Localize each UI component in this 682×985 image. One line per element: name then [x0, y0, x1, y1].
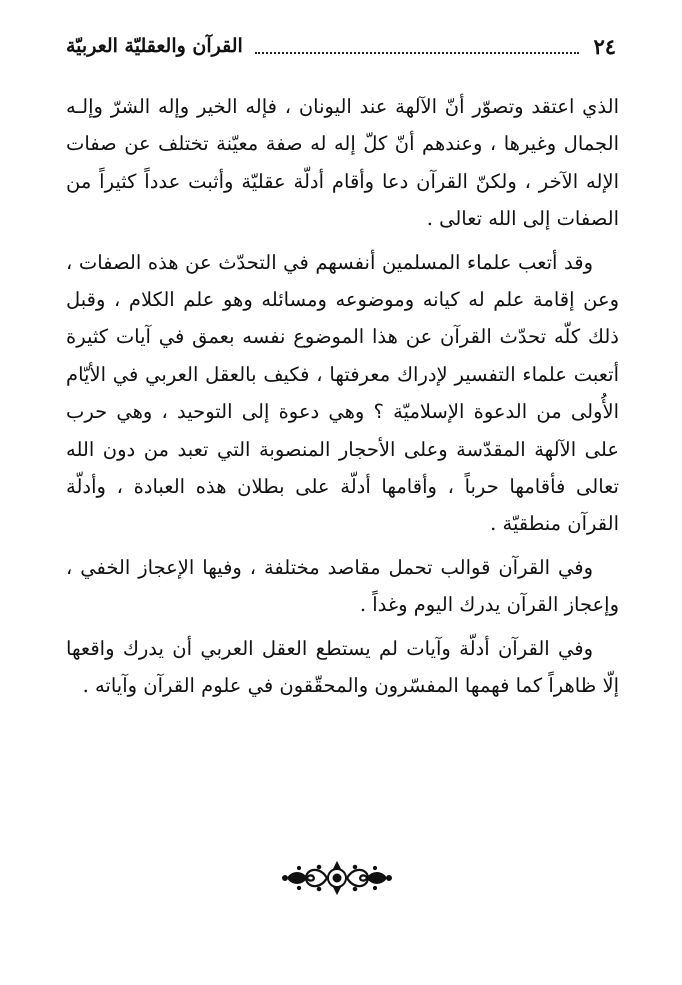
- running-head: [66, 30, 616, 62]
- book-title: القرآن والعقليّة العربيّة: [66, 35, 243, 57]
- paragraph-4: وفي القرآن أدلّة وآيات لم يستطع العقل العربي أن يدرك واقعها إلّا ظاهراً كما فهمها المفسّرون والمحقّقون في علوم القرآن وآياته .: [66, 636, 619, 698]
- paragraph-2: وقد أتعب علماء المسلمين أنفسهم في التحدّث عن هذه الصفات ، وعن إقامة علم له كيانه وموضوعه ومسائله وهو علم الكلام ، وقبل ذلك كلّه تحدّث القرآن عن هذا الموضوع نفسه بعمق في آيات كثيرة أتعبت علماء التفسير لإدراك معرفتها ، فكيف بالعقل العربي في الأيّام الأُولى من الدعوة الإسلاميّة ؟ وهي دعوة إلى التوحيد ، وهي حرب على الآلهة المقدّسة وعلى الأحجار المنصوبة التي تعبد من دون الله تعالى فأقامها حرباً ، وأقامها أدلّة على بطلان هذه العبادة ، وأدلّة القرآن منطقيّة .: [66, 250, 619, 536]
- body-text: [66, 88, 619, 711]
- fleuron-ornament-icon: [281, 858, 393, 898]
- dot-leader: [255, 38, 580, 54]
- paragraph-1: الذي اعتقد وتصوّر أنّ الآلهة عند اليونان ، فإله الخير وإله الشرّ وإلـه الجمال وغيرها ، وعندهم أنّ كلّ إله له صفة معيّنة تختلف عن صفات الإله الآخر ، ولكنّ القرآن دعا وأقام أدلّة عقليّة وأثبت عدداً كثيراً من الصفات إلى الله تعالى .: [66, 95, 619, 231]
- paragraph-3: وفي القرآن قوالب تحمل مقاصد مختلفة ، وفيها الإعجاز الخفي ، وإعجاز القرآن يدرك اليوم وغداً .: [66, 555, 619, 617]
- page-number: ٢٤: [593, 33, 616, 59]
